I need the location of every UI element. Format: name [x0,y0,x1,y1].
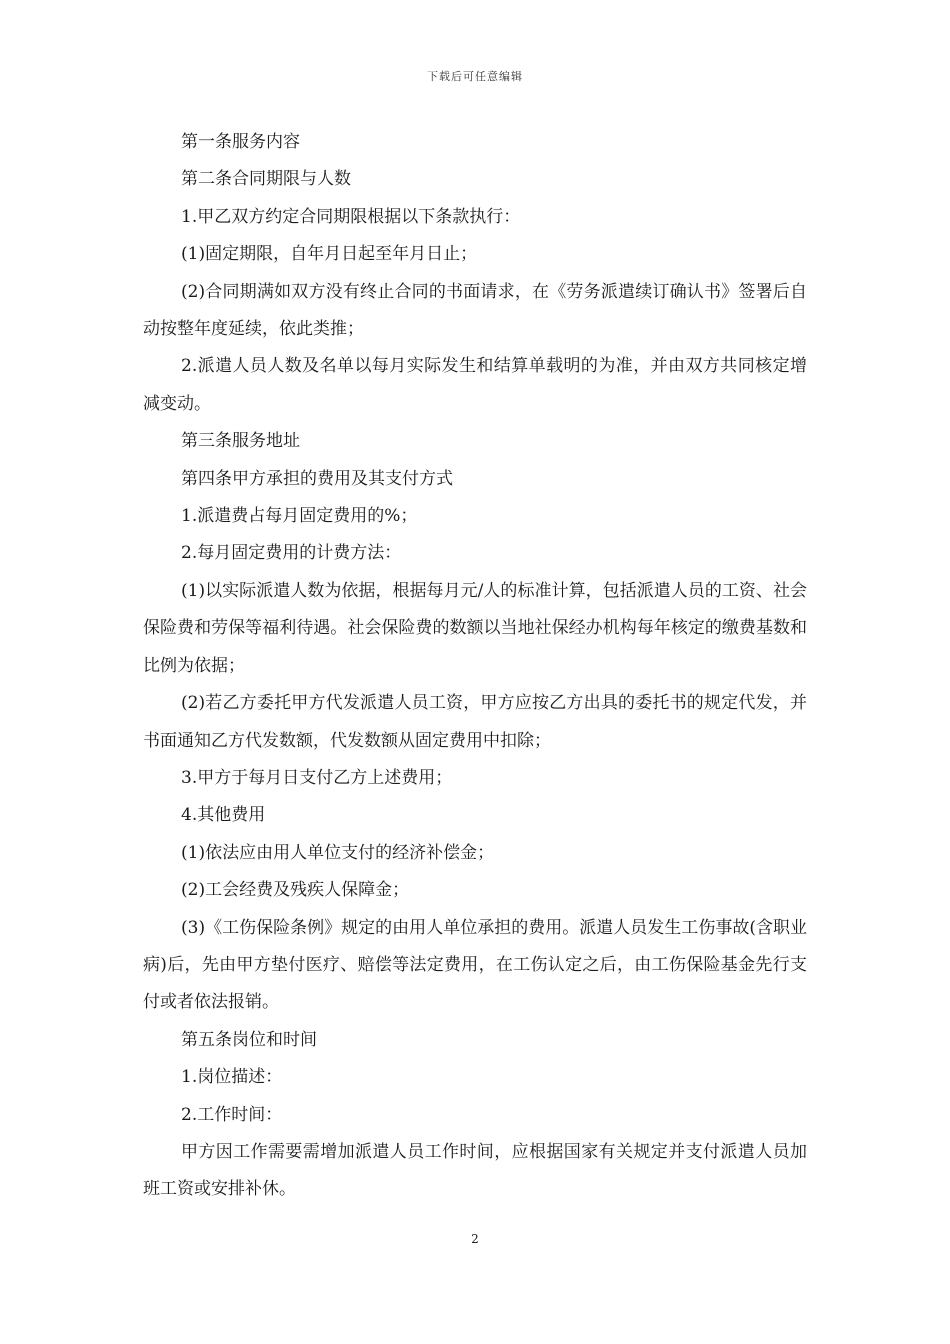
paragraph: 第二条合同期限与人数 [181,169,351,190]
page-number: 2 [471,1232,479,1246]
page-header: 下载后可任意编辑 [427,70,523,83]
paragraph: (2)合同期满如双方没有终止合同的书面请求，在《劳务派遣续订确认书》签署后自动按整年度延续，依此类推； [143,281,807,340]
paragraph: (2)工会经费及残疾人保障金； [181,880,410,901]
paragraph: 2.每月固定费用的计费方法： [181,543,402,564]
paragraph: (1)依法应由用人单位支付的经济补偿金； [181,842,495,863]
paragraph: 2.派遣人员人数及名单以每月实际发生和结算单载明的为准，并由双方共同核定增减变动。 [143,356,807,414]
document-body [143,124,807,1209]
paragraph: 第三条服务地址 [181,431,300,452]
paragraph: 甲方因工作需要需增加派遣人员工作时间，应根据国家有关规定并支付派遣人员加班工资或安排补休。 [143,1141,807,1200]
paragraph: (1)固定期限，自年月日起至年月日止； [181,244,478,265]
paragraph: 4.其他费用 [181,805,266,826]
paragraph: 第四条甲方承担的费用及其支付方式 [181,468,453,489]
paragraph: 第五条岗位和时间 [181,1029,317,1050]
paragraph: 2.工作时间： [181,1104,283,1125]
paragraph: 3.甲方于每月日支付乙方上述费用； [181,767,453,788]
paragraph: 1.派遣费占每月固定费用的%； [181,506,418,527]
paragraph: (1)以实际派遣人数为依据，根据每月元/人的标准计算，包括派遣人员的工资、社会保险费和劳保等福利待遇。社会保险费的数额以当地社保经办机构每年核定的缴费基数和比例为依据； [143,580,807,676]
paragraph: 1.岗位描述： [181,1067,283,1088]
paragraph: (3)《工伤保险条例》规定的由用人单位承担的费用。派遣人员发生工伤事故(含职业病)后，先由甲方垫付医疗、赔偿等法定费用，在工伤认定之后，由工伤保险基金先行支付或者依法报销。 [143,917,807,1013]
paragraph: 第一条服务内容 [181,132,300,152]
paragraph: (2)若乙方委托甲方代发派遣人员工资，甲方应按乙方出具的委托书的规定代发，并书面通知乙方代发数额，代发数额从固定费用中扣除； [143,693,807,751]
paragraph: 1.甲乙双方约定合同期限根据以下条款执行： [181,206,521,227]
